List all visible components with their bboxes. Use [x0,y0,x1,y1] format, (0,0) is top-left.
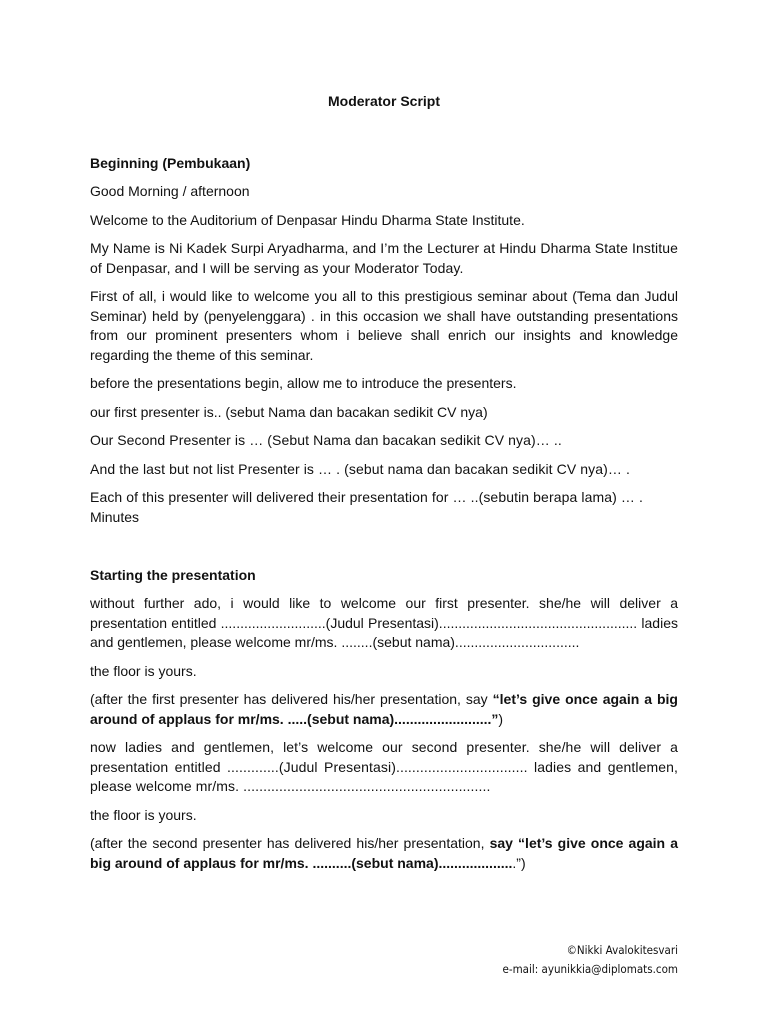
floor-yours-paragraph-1: the floor is yours. [90,662,197,679]
duration-text: Each of this presenter will delivered their presentation for … ..(sebutin berapa lama) … . [90,489,643,505]
first-presenter-welcome-text: ladies and gentlemen, please welcome mr/ms. ........(sebut nama)................................ [90,614,678,650]
section-heading-beginning: Beginning (Pembukaan) [90,155,251,171]
last-presenter-paragraph: And the last but not list Presenter is … . (sebut nama dan bacakan sedikit CV nya)… . [90,460,630,477]
second-presenter-text: Second Presenter is … (Sebut Nama dan bacakan sedikit CV nya)… .. [117,432,562,448]
document-body [90,92,678,882]
first-presenter-intro-paragraph [90,594,678,653]
first-presenter-intro-text: without further ado, i would like to welcome our first presenter. she/he will deliver a presentation entitled ...........................(Judul Presentasi)................................................... [90,595,678,631]
opening-paragraph: First of all, i would like to welcome you all to this prestigious seminar about (Tema dan Judul Seminar) held by (penyelenggara) . in this occasion we shall have outstanding presentations from our prominent presenters whom i believe shall enrich our insights and knowledge regarding the theme of this seminar. [90,288,678,363]
second-presenter-intro-paragraph [90,738,678,797]
after-first-plain: (after the first presenter has delivered his/her presentation, say [90,691,493,707]
document-footer [502,941,678,979]
second-presenter-paragraph [90,431,678,451]
welcome-paragraph: Welcome to the Auditorium of Denpasar Hindu Dharma State Institute. [90,211,525,228]
duration-paragraph [90,488,678,527]
duration-unit: Minutes [90,508,140,525]
floor-yours-paragraph-2: the floor is yours. [90,806,197,823]
moderator-intro-paragraph: My Name is Ni Kadek Surpi Aryadharma, and I’m the Lecturer at Hindu Dharma State Institue of Denpasar, and I will be serving as your Moderator Today. [90,240,678,276]
second-presenter-intro-text: now ladies and gentlemen, let’s welcome our second presenter. she/he will deliver a [90,739,678,755]
before-presentations-paragraph: before the presentations begin, allow me to introduce the presenters. [90,375,517,391]
author-email: e-mail: ayunikkia@diplomats.com [502,962,678,976]
first-presenter-paragraph: our first presenter is.. (sebut Nama dan bacakan sedikit CV nya) [90,403,488,420]
second-presenter-welcome-text: presentation entitled .............(Judul Presentasi)................................. ladies and gentlemen, please welcome mr/ms. .............................................................. [90,758,678,794]
after-first-end: ) [498,710,504,727]
after-second-plain: (after the second presenter has delivered his/her presentation, [90,835,490,851]
after-first-presenter-paragraph [90,690,678,729]
second-presenter-prefix: Our [90,432,118,448]
after-second-bold: say “let’s give once again a big around of applaus for mr/ms. ..........(sebut nama)................... [90,835,678,871]
after-second-end: .”) [512,854,526,871]
author-credit: ©Nikki Avalokitesvari [566,943,678,957]
after-second-presenter-paragraph [90,834,678,873]
section-heading-starting: Starting the presentation [90,567,256,583]
document-title: Moderator Script [327,93,440,109]
after-first-bold: “let’s give once again a big around of applaus for mr/ms. .....(sebut nama).........................” [90,691,678,727]
greeting-paragraph: Good Morning / afternoon [90,183,250,199]
